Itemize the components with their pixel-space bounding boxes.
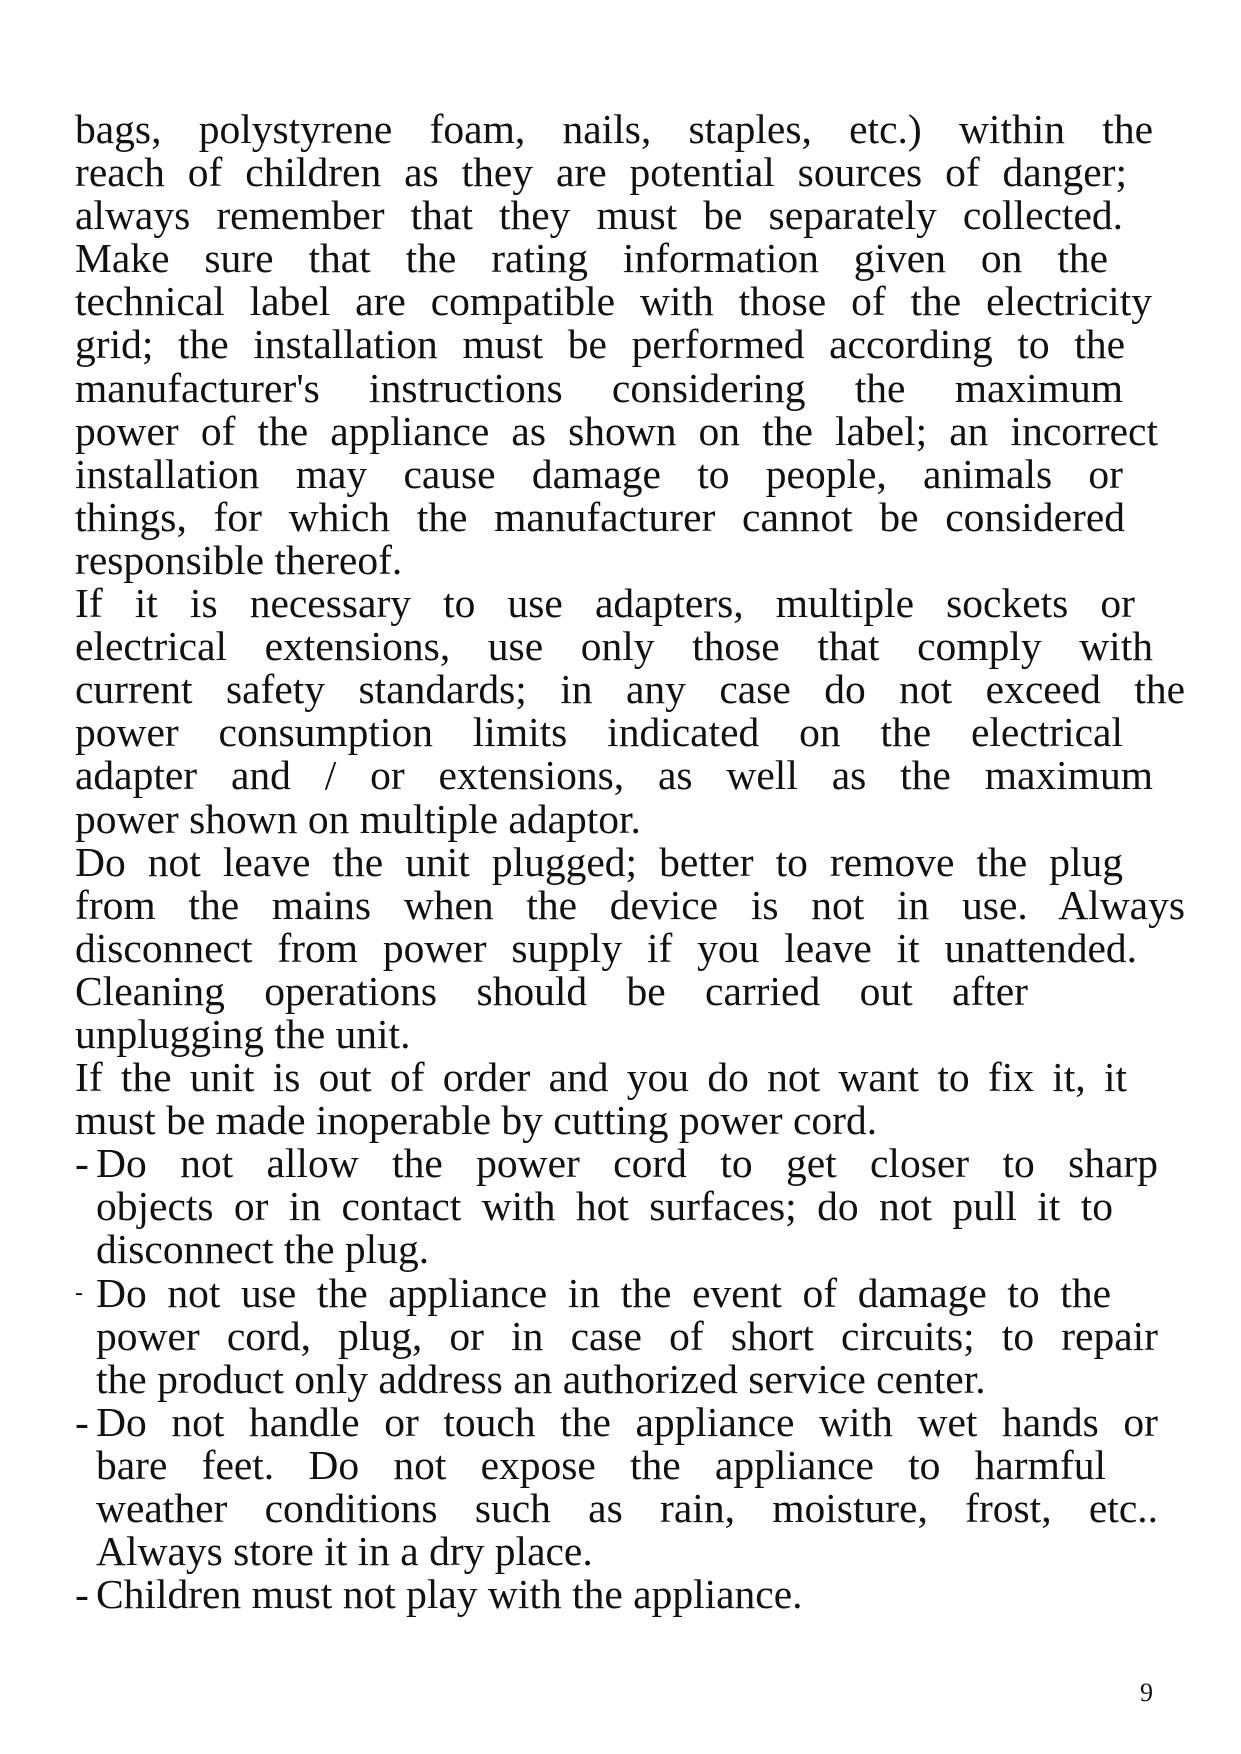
text-line: If it is necessary to use adapters, multiple sockets or — [75, 580, 1135, 627]
text-line: adapter and / or extensions, as well as the maximum — [75, 752, 1153, 799]
text-line: If the unit is out of order and you do not want to fix it, it — [75, 1054, 1127, 1101]
text-line: bags, polystyrene foam, nails, staples, etc.) within the — [75, 106, 1153, 152]
text-line: always remember that they must be separately collected. — [75, 192, 1123, 239]
text-line: manufacturer's instructions considering the maximum — [75, 364, 1123, 411]
text-line: technical label are compatible with those of the electricity — [75, 278, 1152, 325]
bullet-dash: - — [75, 1140, 89, 1187]
text-line: responsible thereof. — [75, 536, 403, 583]
text-line: disconnect the plug. — [96, 1226, 430, 1273]
text-line: power cord, plug, or in case of short circuits; to repair — [96, 1312, 1158, 1359]
text-line: installation may cause damage to people, animals or — [75, 450, 1123, 497]
text-line: Children must not play with the appliance. — [96, 1571, 803, 1618]
bullet-item-line — [75, 1269, 1187, 1316]
text-line: from the mains when the device is not in use. Always — [75, 881, 1185, 928]
text-line: things, for which the manufacturer cannot be considered — [75, 493, 1125, 540]
text-line: current safety standards; in any case do not exceed the — [75, 666, 1185, 713]
text-line: objects or in contact with hot surfaces; do not pull it to — [96, 1183, 1113, 1230]
text-line: power shown on multiple adaptor. — [75, 795, 641, 842]
text-line: Do not handle or touch the appliance with wet hands or — [96, 1398, 1158, 1445]
text-line: bare feet. Do not expose the appliance to harmful — [96, 1441, 1106, 1488]
bullet-item-line — [75, 1398, 1187, 1445]
page-number: 9 — [1140, 1678, 1153, 1707]
text-line: Make sure that the rating information given on the — [75, 235, 1108, 282]
text-line: power of the appliance as shown on the label; an incorrect — [75, 407, 1158, 454]
bullet-item-line — [75, 1573, 1187, 1616]
text-line: Always store it in a dry place. — [96, 1528, 593, 1575]
text-line: must be made inoperable by cutting power cord. — [75, 1097, 878, 1144]
bullet-dash: - — [75, 1571, 89, 1618]
text-line: weather conditions such as rain, moisture, frost, etc.. — [96, 1485, 1158, 1531]
text-line: disconnect from power supply if you leave it unattended. — [75, 924, 1137, 971]
page-body-text — [75, 108, 1187, 1616]
text-line: power consumption limits indicated on the electrical — [75, 709, 1123, 756]
text-line: Do not use the appliance in the event of damage to the — [96, 1269, 1111, 1316]
bullet-dash: - — [75, 1279, 83, 1306]
text-line: reach of children as they are potential sources of danger; — [75, 149, 1127, 196]
text-line: the product only address an authorized service center. — [96, 1355, 986, 1402]
text-line: Do not leave the unit plugged; better to remove the plug — [75, 838, 1123, 885]
text-line: grid; the installation must be performed according to the — [75, 321, 1125, 368]
text-line: unplugging the unit. — [75, 1010, 411, 1057]
text-line: Do not allow the power cord to get closer to sharp — [96, 1140, 1158, 1187]
text-line: electrical extensions, use only those that comply with — [75, 623, 1153, 670]
text-line: Cleaning operations should be carried out after — [75, 967, 1028, 1014]
bullet-item-line — [75, 1142, 1187, 1185]
bullet-dash: - — [75, 1398, 89, 1445]
